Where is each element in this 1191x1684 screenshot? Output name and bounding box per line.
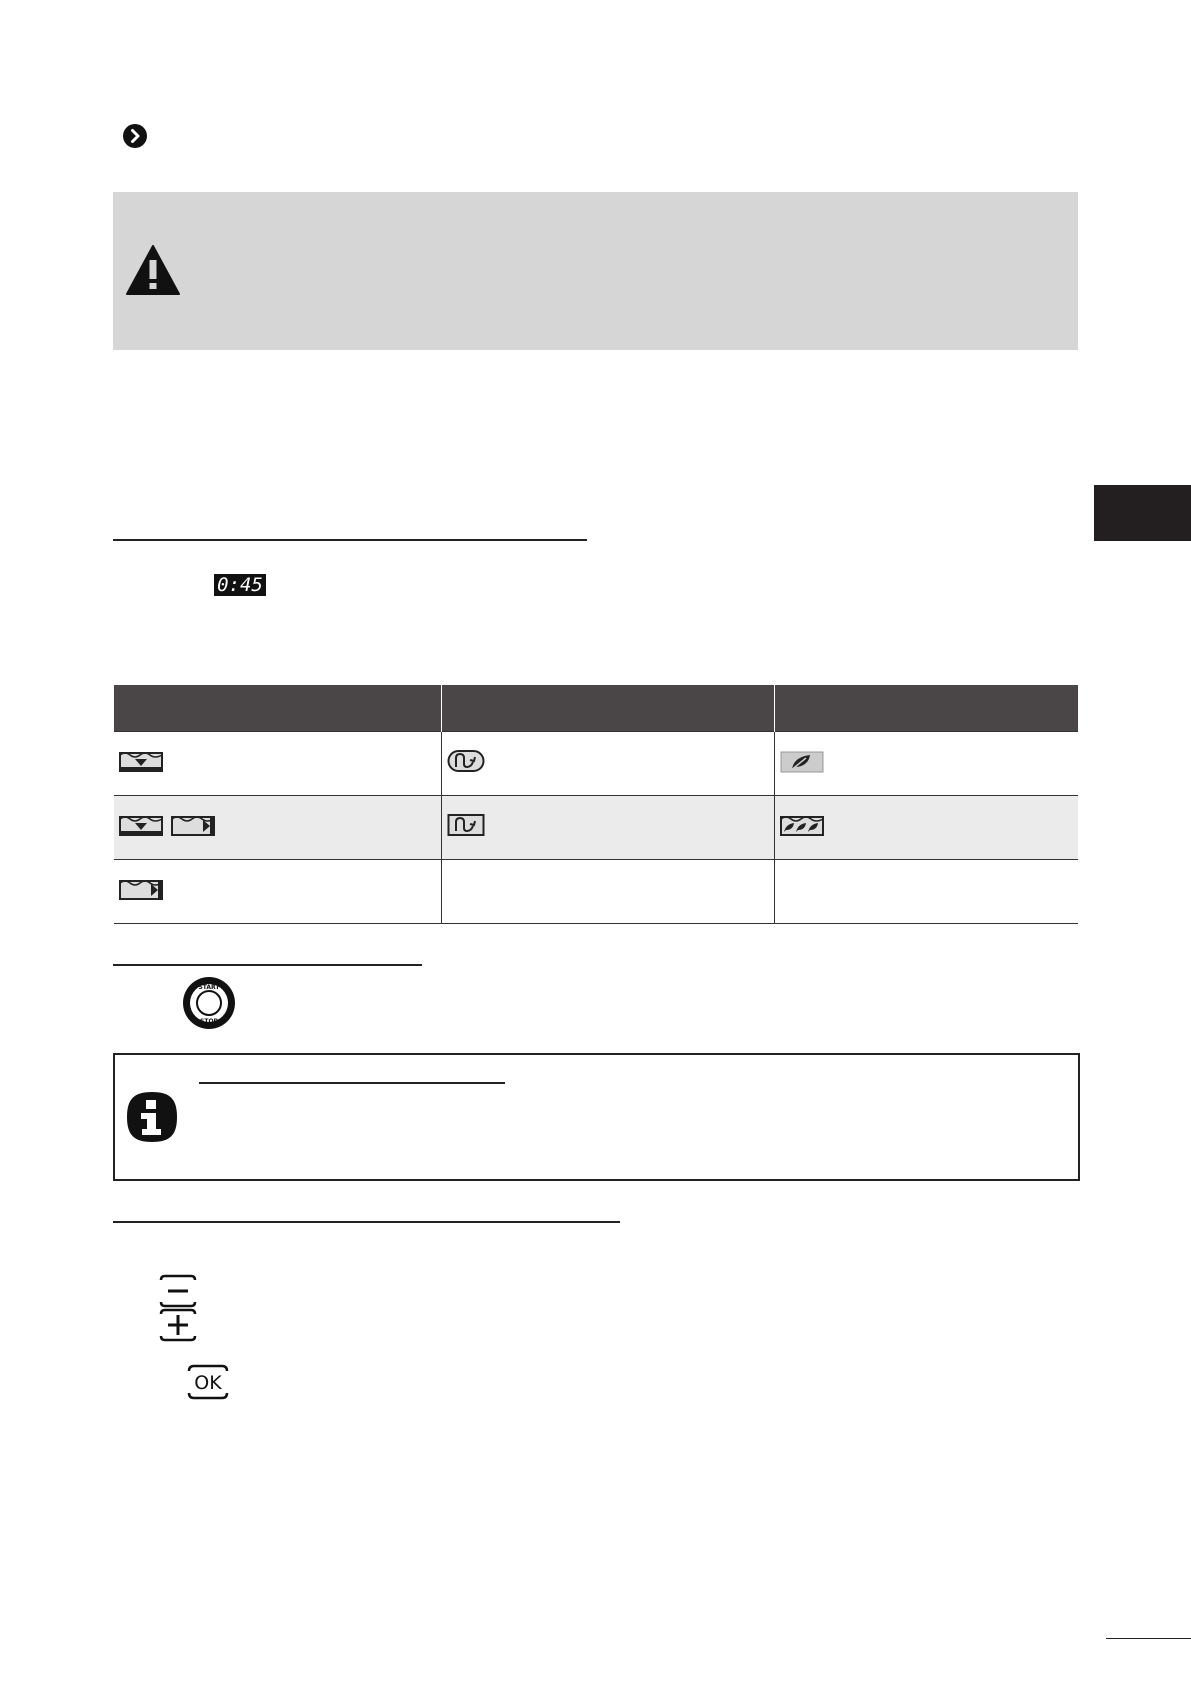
section-heading-rule bbox=[113, 539, 587, 541]
page-footer-rule bbox=[1106, 1638, 1191, 1639]
section-tab bbox=[1094, 485, 1191, 541]
three-leaves-icon bbox=[780, 813, 824, 842]
table-cell bbox=[441, 860, 774, 924]
table-header-cell bbox=[441, 685, 774, 732]
leaf-icon bbox=[780, 749, 824, 778]
table-header-cell bbox=[114, 685, 441, 732]
table-row bbox=[114, 860, 1078, 924]
table-row bbox=[114, 732, 1078, 796]
table-cell bbox=[774, 860, 1078, 924]
ok-button-icon bbox=[186, 1363, 230, 1401]
symbol-table bbox=[114, 685, 1078, 924]
rounded-cycle-icon bbox=[447, 749, 485, 778]
table-cell bbox=[441, 796, 774, 860]
level-right-icon bbox=[119, 877, 163, 906]
table-cell bbox=[114, 732, 441, 796]
table-cell bbox=[114, 796, 441, 860]
info-box bbox=[113, 1053, 1080, 1181]
table-header-row bbox=[114, 685, 1078, 732]
level-down-icon bbox=[119, 749, 163, 778]
table-row bbox=[114, 796, 1078, 860]
section-heading-rule bbox=[113, 964, 422, 966]
warning-box bbox=[113, 192, 1078, 350]
table-cell bbox=[441, 732, 774, 796]
section-heading-rule bbox=[113, 1221, 620, 1223]
info-heading-rule bbox=[199, 1082, 505, 1084]
square-cycle-icon bbox=[447, 813, 485, 842]
timer-display: 0:45 bbox=[214, 574, 266, 596]
level-down-icon bbox=[119, 813, 163, 842]
chevron-right-circle-icon bbox=[123, 124, 147, 148]
stop-label: STOP bbox=[200, 1018, 218, 1025]
minus-plus-buttons-icon bbox=[157, 1274, 199, 1342]
ok-label: OK bbox=[194, 1372, 222, 1394]
table-cell bbox=[114, 860, 441, 924]
start-label: START bbox=[198, 984, 220, 991]
table-header-cell bbox=[774, 685, 1078, 732]
level-right-icon bbox=[171, 813, 215, 842]
start-stop-button-icon bbox=[181, 975, 237, 1031]
info-icon bbox=[126, 1091, 178, 1143]
warning-triangle-icon bbox=[125, 244, 181, 296]
table-cell bbox=[774, 732, 1078, 796]
table-cell bbox=[774, 796, 1078, 860]
